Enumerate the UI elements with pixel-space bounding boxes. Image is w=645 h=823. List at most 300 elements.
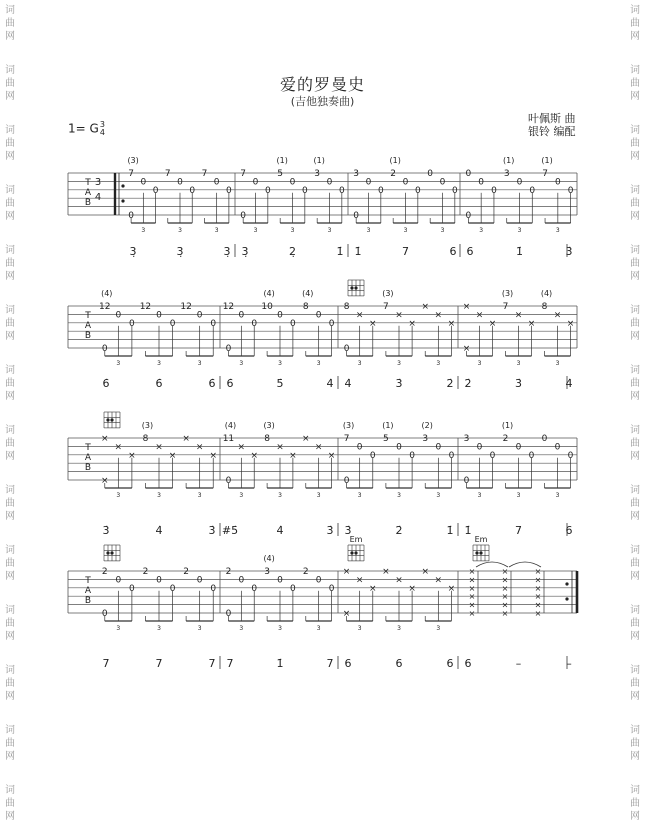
tab-arpeggio-fret: 0: [396, 442, 402, 453]
tab-arpeggio-fret: 0: [196, 310, 203, 321]
watermark-char: 词: [630, 65, 640, 76]
jianpu-note: 7: [208, 657, 216, 670]
watermark-char: 网: [630, 211, 640, 222]
tab-chord-mark: ×: [534, 575, 542, 585]
tab-arpeggio-fret: 0: [554, 177, 561, 188]
tab-arpeggio-fret: ×: [289, 450, 297, 461]
tab-arpeggio-fret: 0: [315, 310, 322, 321]
watermark-char: 网: [630, 511, 640, 522]
tab-arpeggio-fret: 0: [516, 177, 523, 188]
triplet-number: 3: [477, 360, 482, 367]
tab-arpeggio-fret: 0: [290, 583, 296, 594]
watermark-char: 曲: [5, 438, 15, 449]
tab-chord-mark: ×: [501, 583, 509, 593]
jianpu-note: 6: [344, 657, 352, 670]
tab-arpeggio-fret: 0: [567, 450, 574, 461]
jianpu-note: 1̇: [516, 245, 523, 258]
tab-chord-mark: ×: [534, 583, 542, 593]
tab-melody-fret: 3: [503, 169, 510, 179]
string-position-label: (3): [263, 421, 275, 430]
jianpu-note: 2̇: [446, 377, 454, 390]
triplet-number: 3: [178, 227, 182, 234]
tab-arpeggio-fret: 0: [369, 450, 376, 461]
watermark-char: 曲: [5, 378, 15, 389]
tab-bass-note: 0: [225, 344, 232, 354]
watermark-char: 网: [630, 751, 640, 762]
triplet-number: 3: [516, 492, 521, 499]
watermark-char: 曲: [630, 18, 640, 29]
tab-arpeggio-fret: 0: [451, 185, 458, 196]
tab-arpeggio-fret: ×: [395, 575, 403, 586]
watermark-char: 词: [5, 605, 15, 616]
watermark-char: 曲: [5, 498, 15, 509]
tab-chord-mark: ×: [468, 592, 476, 602]
triplet-number: 3: [278, 360, 282, 367]
watermark-char: 曲: [5, 558, 15, 569]
triplet-number: 3: [197, 625, 202, 632]
tab-chord-mark: ×: [534, 592, 542, 602]
jianpu-note: 2̇: [395, 524, 403, 537]
triplet-number: 3: [555, 227, 560, 234]
tab-arpeggio-fret: 0: [435, 442, 442, 453]
jianpu-note: 7: [226, 657, 234, 670]
jianpu-note: 3̇: [344, 524, 352, 537]
string-position-label: (1): [389, 156, 401, 165]
jianpu-note: 3̇: [102, 524, 110, 537]
tab-melody-fret: 2: [225, 567, 232, 577]
watermark-char: 网: [630, 151, 640, 162]
tab-melody-fret: ×: [382, 567, 390, 577]
watermark-char: 网: [630, 271, 640, 282]
tab-arpeggio-fret: ×: [327, 450, 336, 461]
watermark-char: 词: [630, 185, 640, 196]
tab-melody-fret: 3: [264, 567, 270, 577]
jianpu-note: 1̇: [464, 524, 472, 537]
watermark-char: 词: [630, 545, 640, 556]
tab-melody-fret: 2: [183, 567, 189, 577]
watermark-char: 曲: [5, 798, 15, 809]
watermark-char: 曲: [630, 738, 640, 749]
tab-melody-fret: 2: [142, 567, 149, 577]
tab-melody-fret: 2: [390, 169, 397, 179]
triplet-number: 3: [357, 625, 362, 632]
watermark-char: 网: [5, 211, 15, 222]
chord-dot: [354, 551, 357, 554]
chord-name: Em: [474, 535, 488, 544]
string-position-label: (4): [263, 289, 275, 298]
tab-melody-fret: 7: [542, 169, 548, 179]
jianpu-note: 7: [102, 657, 110, 670]
chord-dot: [106, 418, 109, 421]
triplet-number: 3: [555, 492, 560, 499]
string-position-label: (2): [421, 421, 433, 430]
jianpu-note: 6: [464, 657, 472, 670]
tab-melody-fret: 8: [302, 302, 309, 312]
tab-clef-letter: A: [84, 321, 92, 331]
tab-melody-fret: 8: [343, 302, 350, 312]
jianpu-note: 3̣: [223, 245, 231, 258]
tab-arpeggio-fret: 0: [226, 185, 232, 196]
tab-time-top: 3: [94, 177, 102, 188]
tab-arpeggio-fret: 0: [169, 318, 176, 329]
tab-arpeggio-fret: ×: [250, 450, 258, 461]
string-position-label: (1): [501, 421, 514, 430]
tab-chord-mark: ×: [468, 609, 476, 618]
string-position-label: (1): [503, 156, 515, 165]
watermark-char: 网: [5, 331, 15, 342]
tab-arpeggio-fret: 0: [264, 185, 271, 196]
tab-melody-fret: 7: [383, 302, 389, 312]
watermark-char: 词: [630, 605, 640, 616]
tab-arpeggio-fret: 0: [169, 583, 176, 594]
tab-bass-note: ×: [462, 344, 471, 354]
tab-arpeggio-fret: 0: [365, 177, 372, 188]
jianpu-note: 4̇: [155, 524, 163, 537]
watermark-char: 曲: [630, 798, 640, 809]
chord-dot: [350, 551, 353, 554]
watermark-char: 网: [630, 91, 640, 102]
jianpu-note: 5̇: [276, 377, 284, 390]
tab-clef-letter: A: [84, 188, 92, 198]
watermark-char: 词: [630, 785, 640, 796]
jianpu-note: 6̇: [155, 377, 163, 390]
watermark-char: 曲: [630, 138, 640, 149]
tab-arpeggio-fret: ×: [276, 442, 284, 453]
tab-chord-mark: ×: [468, 600, 476, 610]
watermark-char: 网: [5, 391, 15, 402]
jianpu-note: 1̇: [354, 245, 362, 258]
jianpu-note: 6̇: [208, 377, 216, 390]
watermark-char: 曲: [5, 318, 15, 329]
tab-melody-fret: ×: [421, 302, 429, 312]
tab-clef-letter: A: [84, 586, 92, 596]
triplet-number: 3: [327, 227, 332, 234]
tab-melody-fret: ×: [462, 302, 471, 312]
tab-bass-note: 0: [101, 344, 108, 354]
watermark-char: 词: [630, 245, 640, 256]
string-position-label: (1): [382, 421, 394, 430]
triplet-number: 3: [397, 360, 401, 367]
triplet-number: 3: [214, 227, 219, 234]
watermark-char: 网: [5, 271, 15, 282]
tab-arpeggio-fret: 0: [567, 185, 574, 196]
jianpu-note: 7: [326, 657, 334, 670]
triplet-number: 3: [316, 492, 321, 499]
watermark-char: 网: [5, 151, 15, 162]
tab-arpeggio-fret: 0: [478, 177, 485, 188]
triplet-number: 3: [239, 360, 244, 367]
triplet-number: 3: [436, 360, 441, 367]
triplet-number: 3: [516, 360, 521, 367]
string-position-label: (3): [382, 289, 394, 298]
tab-arpeggio-fret: ×: [408, 318, 416, 329]
triplet-number: 3: [403, 227, 408, 234]
tab-arpeggio-fret: ×: [237, 442, 246, 453]
string-position-label: (1): [541, 156, 553, 165]
watermark-char: 词: [630, 725, 640, 736]
string-position-label: (3): [141, 421, 154, 430]
tab-melody-fret: 11: [222, 434, 235, 444]
tab-arpeggio-fret: 0: [328, 583, 335, 594]
triplet-number: 3: [253, 227, 258, 234]
watermark-char: 曲: [630, 678, 640, 689]
tab-arpeggio-fret: 0: [409, 450, 415, 461]
tab-arpeggio-fret: 0: [277, 310, 283, 321]
jianpu-note: 3̇: [326, 524, 334, 537]
watermark-char: 网: [630, 811, 640, 822]
watermark-char: 词: [630, 665, 640, 676]
triplet-number: 3: [436, 625, 441, 632]
watermark-char: 曲: [630, 618, 640, 629]
tab-bass-note: 0: [465, 211, 472, 221]
tab-arpeggio-fret: 0: [115, 310, 122, 321]
jianpu-note: 3̇: [395, 377, 403, 390]
watermark-char: 词: [630, 305, 640, 316]
jianpu-note: 6̇: [102, 377, 110, 390]
triplet-number: 3: [440, 227, 445, 234]
tab-melody-fret: 7: [201, 169, 208, 179]
jianpu-note: 7: [155, 657, 163, 670]
triplet-number: 3: [197, 492, 202, 499]
jianpu-note: 4̇: [344, 377, 352, 390]
jianpu-note: 7: [515, 524, 522, 537]
watermark-char: 网: [630, 571, 640, 582]
tab-arpeggio-fret: 0: [489, 450, 496, 461]
tab-clef-letter: B: [84, 331, 92, 341]
jianpu-note: 4̇: [326, 377, 334, 390]
watermark-char: 网: [5, 631, 15, 642]
tab-arpeggio-fret: ×: [434, 310, 443, 321]
tab-arpeggio-fret: ×: [488, 318, 497, 329]
tab-arpeggio-fret: ×: [128, 450, 136, 461]
tab-arpeggio-fret: 0: [129, 583, 135, 594]
tab-chord-mark: ×: [501, 592, 509, 602]
chord-dot: [475, 551, 478, 554]
time-top: 3: [99, 120, 105, 129]
triplet-number: 3: [366, 227, 371, 234]
triplet-number: 3: [397, 625, 401, 632]
tab-arpeggio-fret: 0: [238, 310, 245, 321]
jianpu-note: 6: [565, 524, 573, 537]
jianpu-note: 6: [395, 657, 403, 670]
tab-melody-fret: 7: [164, 169, 171, 179]
jianpu-note: 4̇: [565, 377, 573, 390]
tab-arpeggio-fret: 0: [338, 185, 345, 196]
tab-melody-fret: 5: [277, 169, 284, 179]
tab-arpeggio-fret: 0: [277, 575, 283, 586]
triplet-number: 3: [278, 625, 282, 632]
tab-melody-fret: 0: [541, 434, 548, 444]
watermark-char: 词: [630, 125, 640, 136]
tab-chord-mark: ×: [501, 609, 509, 618]
tab-arpeggio-fret: ×: [168, 450, 177, 461]
triplet-number: 3: [517, 227, 522, 234]
tab-melody-fret: 12: [180, 302, 192, 312]
tab-arpeggio-fret: 0: [213, 177, 220, 188]
string-position-label: (1): [313, 156, 325, 165]
tab-melody-fret: 7: [343, 434, 350, 444]
watermark-char: 曲: [630, 258, 640, 269]
watermark-char: 曲: [630, 198, 640, 209]
triplet-number: 3: [239, 625, 244, 632]
string-position-label: (4): [101, 289, 113, 298]
tab-arpeggio-fret: 0: [251, 318, 258, 329]
chord-dot: [106, 551, 109, 554]
tab-arpeggio-fret: 0: [129, 318, 135, 329]
watermark-char: 网: [5, 511, 15, 522]
tab-melody-fret: 8: [541, 302, 548, 312]
string-position-label: (4): [540, 289, 553, 298]
triplet-number: 3: [239, 492, 244, 499]
tab-arpeggio-fret: 0: [402, 177, 409, 188]
tab-arpeggio-fret: 0: [554, 442, 561, 453]
chord-dot: [354, 286, 357, 289]
tab-bass-note: 0: [353, 211, 360, 221]
watermark-char: 词: [630, 425, 640, 436]
tab-melody-fret: 2: [101, 567, 108, 577]
tab-arpeggio-fret: ×: [527, 318, 536, 329]
tab-chord-mark: ×: [501, 575, 509, 585]
tab-melody-fret: 2: [302, 567, 309, 577]
watermark-char: 网: [5, 451, 15, 462]
jianpu-note: –: [566, 657, 572, 670]
watermark-char: 词: [5, 665, 15, 676]
tab-arpeggio-fret: 0: [152, 185, 159, 196]
tab-bass-note: 0: [240, 211, 247, 221]
tab-clef-letter: T: [85, 178, 91, 188]
watermark-char: 网: [630, 331, 640, 342]
tab-chord-mark: ×: [468, 575, 476, 585]
triplet-number: 3: [479, 227, 484, 234]
watermark-char: 词: [5, 785, 15, 796]
tab-melody-fret: 12: [222, 302, 235, 312]
jianpu-note: 3̇: [515, 377, 522, 390]
tab-melody-fret: 0: [465, 169, 472, 179]
string-position-label: (3): [501, 289, 514, 298]
jianpu-note: 7: [402, 245, 409, 258]
watermark-char: 词: [5, 425, 15, 436]
tab-bass-note: 0: [128, 211, 134, 221]
watermark-char: 曲: [5, 678, 15, 689]
watermark-char: 词: [5, 5, 15, 16]
jianpu-note: 2̇: [464, 377, 472, 390]
tab-arpeggio-fret: ×: [447, 583, 456, 594]
triplet-number: 3: [555, 360, 560, 367]
tab-melody-fret: 7: [128, 169, 134, 179]
tab-bass-note: 0: [225, 476, 232, 486]
watermark-char: 曲: [5, 18, 15, 29]
tab-bass-note: 0: [343, 344, 350, 354]
tab-arpeggio-fret: 0: [140, 177, 147, 188]
jianpu-note: 1̇: [446, 524, 454, 537]
watermark-char: 网: [630, 391, 640, 402]
tab-melody-fret: 7: [240, 169, 247, 179]
triplet-number: 3: [357, 360, 362, 367]
tab-arpeggio-fret: 0: [476, 442, 483, 453]
watermark-char: 网: [5, 751, 15, 762]
tab-arpeggio-fret: ×: [514, 310, 523, 321]
watermark-char: 词: [5, 65, 15, 76]
jianpu-note: 6: [446, 657, 454, 670]
tab-melody-fret: ×: [101, 434, 109, 444]
tab-arpeggio-fret: ×: [369, 583, 377, 594]
tab-melody-fret: 3: [353, 169, 360, 179]
jianpu-note: 3̣: [241, 245, 249, 258]
watermark-char: 曲: [5, 618, 15, 629]
jianpu-note: 1̇: [276, 657, 284, 670]
watermark-char: 曲: [630, 498, 640, 509]
tab-chord-mark: ×: [534, 609, 542, 618]
tab-bass-note: 0: [225, 609, 232, 619]
triplet-number: 3: [116, 360, 121, 367]
tab-bass-note: ×: [101, 476, 109, 486]
watermark-char: 网: [630, 631, 640, 642]
jianpu-note: 6: [466, 245, 474, 258]
page-title: 爱的罗曼史: [279, 75, 365, 94]
tab-melody-fret: 8: [142, 434, 149, 444]
tab-melody-fret: 5: [383, 434, 389, 444]
tab-arpeggio-fret: 0: [210, 318, 217, 329]
string-position-label: (4): [302, 289, 314, 298]
string-position-label: (3): [342, 421, 355, 430]
tab-melody-fret: 3: [314, 169, 321, 179]
tab-chord-mark: ×: [534, 600, 542, 610]
triplet-number: 3: [157, 492, 161, 499]
tab-clef-letter: A: [84, 453, 92, 463]
tab-melody-fret: ×: [342, 567, 351, 577]
jianpu-note: #5̇: [221, 524, 239, 537]
triplet-number: 3: [316, 625, 321, 632]
chord-name: Em: [349, 535, 363, 544]
jianpu-note: 3̣: [129, 245, 137, 258]
tab-melody-fret: 2: [502, 434, 509, 444]
tab-arpeggio-fret: ×: [434, 575, 443, 586]
triplet-number: 3: [290, 227, 295, 234]
chord-dot: [110, 418, 113, 421]
tab-arpeggio-fret: 0: [515, 442, 522, 453]
watermark-char: 词: [5, 245, 15, 256]
watermark-char: 词: [5, 365, 15, 376]
tab-arpeggio-fret: 0: [115, 575, 122, 586]
jianpu-note: 3̇: [208, 524, 216, 537]
string-position-label: (3): [127, 156, 139, 165]
watermark-char: 曲: [5, 138, 15, 149]
tab-arpeggio-fret: 0: [252, 177, 259, 188]
watermark-char: 词: [630, 485, 640, 496]
tab-chord-mark: ×: [468, 567, 476, 576]
tab-arpeggio-fret: ×: [355, 575, 364, 586]
watermark-char: 词: [5, 185, 15, 196]
watermark-char: 曲: [5, 198, 15, 209]
triplet-number: 3: [141, 227, 146, 234]
tab-arpeggio-fret: 0: [528, 450, 535, 461]
watermark-char: 网: [5, 31, 15, 42]
watermark-char: 曲: [630, 318, 640, 329]
tab-arpeggio-fret: 0: [177, 177, 183, 188]
watermark-char: 曲: [630, 438, 640, 449]
chord-dot: [110, 551, 113, 554]
repeat-dot: [565, 582, 568, 585]
tab-melody-fret: 7: [502, 302, 509, 312]
triplet-number: 3: [157, 360, 161, 367]
watermark-char: 曲: [630, 378, 640, 389]
tab-chord-mark: ×: [534, 567, 542, 576]
tab-arpeggio-fret: 0: [439, 177, 446, 188]
tab-chord-mark: ×: [501, 567, 509, 576]
tab-arpeggio-fret: 0: [315, 575, 322, 586]
tab-arpeggio-fret: ×: [447, 318, 456, 329]
tab-arpeggio-fret: 0: [377, 185, 384, 196]
